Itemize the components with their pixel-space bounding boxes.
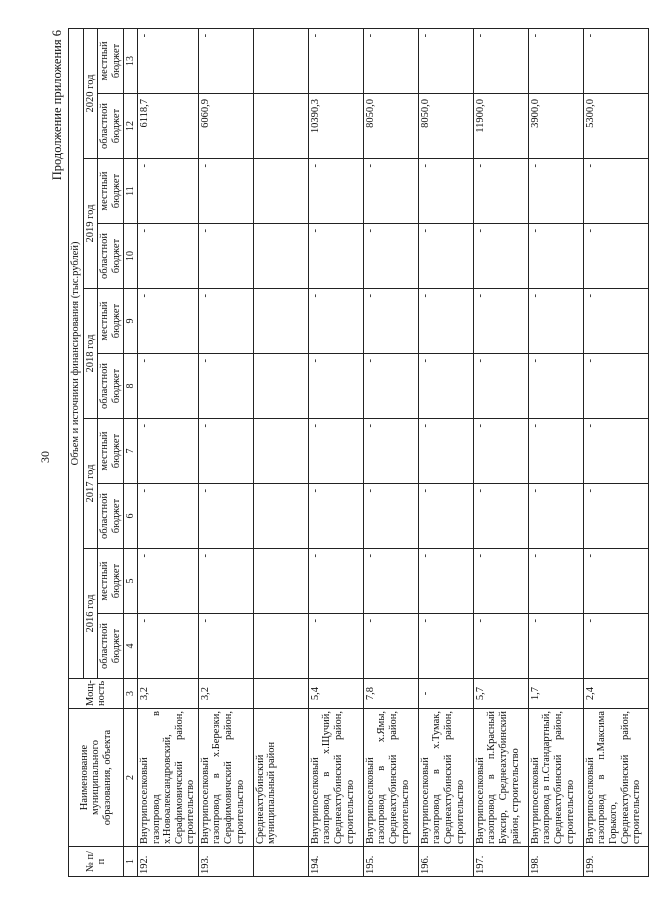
header-regional-budget: областной бюджет [98,354,124,419]
row-number: 199. [583,847,648,877]
table-row [308,28,363,876]
funding-value: - [583,549,648,614]
funding-value: - [473,354,528,419]
funding-value: - [418,28,473,93]
funding-value: - [528,419,583,484]
column-number: 11 [124,159,138,224]
funding-value: - [138,419,199,484]
funding-value: - [308,614,363,679]
header-name: Наименование муниципального образования, объекта [69,709,124,847]
row-number: 195. [363,847,418,877]
funding-value: - [363,419,418,484]
funding-value: - [473,28,528,93]
table-row [363,28,418,876]
column-number-row [124,28,138,876]
continuation-note: Продолжение приложения 6 [50,30,64,181]
funding-value: 10390,3 [308,94,363,159]
funding-value: - [473,159,528,224]
object-name: Внутрипоселковый газопровод в х.Новоалександровский, Серафимовичский район, строительство [138,709,199,847]
funding-value: - [308,289,363,354]
funding-value: - [308,484,363,549]
funding-value: - [418,614,473,679]
funding-value: - [583,419,648,484]
header-number: № п/п [69,847,124,877]
funding-value: - [473,484,528,549]
funding-value: - [308,224,363,289]
funding-value: - [583,159,648,224]
funding-value: - [418,419,473,484]
object-name: Внутрипоселковый газопровод в п.Стандартный, Среднеахтубинский район, строительство [528,709,583,847]
funding-value: - [198,419,253,484]
object-name: Внутрипоселковый газопровод в х.Щучий, Среднеахтубинский район, строительство [308,709,363,847]
page-number: 30 [38,451,52,463]
column-number: 8 [124,354,138,419]
column-number: 3 [124,679,138,709]
funding-value: - [138,549,199,614]
funding-value: - [198,549,253,614]
funding-value: - [308,549,363,614]
funding-value: - [363,549,418,614]
table-cell [253,679,308,709]
column-number: 12 [124,94,138,159]
header-year: 2019 год [83,159,98,289]
funding-value: - [418,289,473,354]
header-funding: Объем и источники финансирования (тыс.рублей) [69,28,84,678]
header-regional-budget: областной бюджет [98,614,124,679]
table-cell [253,549,308,614]
funding-value: - [138,484,199,549]
header-local-budget: местный бюджет [98,28,124,93]
funding-value: - [363,28,418,93]
funding-value: - [198,28,253,93]
table-row [418,28,473,876]
row-number: 193. [198,847,253,877]
funding-value: - [418,354,473,419]
object-name: Внутрипоселковый газопровод в п.Максима Горького, Среднеахтубинский район, строительство [583,709,648,847]
column-number: 4 [124,614,138,679]
funding-value: - [363,289,418,354]
funding-value: 6060,9 [198,94,253,159]
header-regional-budget: областной бюджет [98,224,124,289]
funding-value: - [138,354,199,419]
funding-value: - [583,28,648,93]
table-cell [253,94,308,159]
row-number: 194. [308,847,363,877]
section-name: Среднеахтубинский муниципальный район [253,709,308,847]
funding-value: - [528,224,583,289]
funding-value: - [583,224,648,289]
header-year: 2016 год [83,549,98,679]
funding-value: - [308,419,363,484]
funding-value: - [308,28,363,93]
funding-value: - [198,354,253,419]
funding-value: - [363,354,418,419]
table-row [473,28,528,876]
object-name: Внутрипоселковый газопровод в п.Красный Буксир, Среднеахтубинский район, строительство [473,709,528,847]
funding-value: 5300,0 [583,94,648,159]
header-year: 2018 год [83,289,98,419]
funding-value: - [198,614,253,679]
funding-value: - [138,289,199,354]
funding-value: - [528,614,583,679]
column-number: 9 [124,289,138,354]
funding-value: - [418,224,473,289]
funding-value: - [198,159,253,224]
funding-value: - [198,484,253,549]
funding-value: 3900,0 [528,94,583,159]
funding-value: 8050,0 [363,94,418,159]
header-year: 2017 год [83,419,98,549]
power-value: 5,4 [308,679,363,709]
funding-value: - [528,159,583,224]
column-number: 1 [124,847,138,877]
power-value: 7,8 [363,679,418,709]
funding-value: - [583,289,648,354]
table-cell [253,847,308,877]
power-value: 5,7 [473,679,528,709]
object-name: Внутрипоселковый газопровод в х.Ямы, Среднеахтубинский район, строительство [363,709,418,847]
funding-value: - [528,549,583,614]
row-number: 192. [138,847,199,877]
funding-value: - [198,289,253,354]
power-value: 3,2 [138,679,199,709]
funding-value: - [363,614,418,679]
funding-value: - [138,28,199,93]
column-number: 13 [124,28,138,93]
power-value: 2,4 [583,679,648,709]
funding-value: - [473,549,528,614]
row-number: 196. [418,847,473,877]
funding-value: - [363,224,418,289]
header-local-budget: местный бюджет [98,289,124,354]
header-power: Мощ-ность [69,679,124,709]
header-year: 2020 год [83,28,98,158]
funding-value: - [198,224,253,289]
funding-value: - [583,354,648,419]
funding-value: - [528,28,583,93]
funding-value: - [138,159,199,224]
object-name: Внутрипоселковый газопровод в х.Березки, Серафимовичский район, строительство [198,709,253,847]
funding-value: 6118,7 [138,94,199,159]
column-number: 5 [124,549,138,614]
table-row [138,28,199,876]
row-number: 198. [528,847,583,877]
power-value: 1,7 [528,679,583,709]
funding-value: - [363,159,418,224]
column-number: 10 [124,224,138,289]
funding-value: - [473,419,528,484]
table-cell [253,614,308,679]
funding-value: - [473,614,528,679]
table-row [198,28,253,876]
funding-value: - [138,224,199,289]
section-row [253,28,308,876]
funding-value: - [583,614,648,679]
funding-value: - [528,484,583,549]
funding-value: - [583,484,648,549]
header-local-budget: местный бюджет [98,159,124,224]
row-number: 197. [473,847,528,877]
table-cell [253,484,308,549]
funding-value: 11900,0 [473,94,528,159]
table-row [528,28,583,876]
column-number: 2 [124,709,138,847]
funding-table [68,28,649,877]
funding-value: - [418,159,473,224]
table-cell [253,354,308,419]
funding-value: - [473,289,528,354]
object-name: Внутрипоселковый газопровод в х.Тумак, Среднеахтубинский район, строительство [418,709,473,847]
table-cell [253,159,308,224]
funding-value: - [138,614,199,679]
funding-value: - [528,289,583,354]
funding-value: - [308,354,363,419]
table-cell [253,28,308,93]
funding-value: - [363,484,418,549]
header-local-budget: местный бюджет [98,549,124,614]
column-number: 7 [124,419,138,484]
funding-value: - [528,354,583,419]
funding-value: - [418,484,473,549]
power-value: - [418,679,473,709]
table-body [138,28,649,876]
column-number: 6 [124,484,138,549]
table-cell [253,289,308,354]
header-regional-budget: областной бюджет [98,94,124,159]
funding-value: - [308,159,363,224]
table-row [583,28,648,876]
funding-value: 8050,0 [418,94,473,159]
funding-value: - [473,224,528,289]
power-value: 3,2 [198,679,253,709]
table-cell [253,419,308,484]
funding-value: - [418,549,473,614]
header-regional-budget: областной бюджет [98,484,124,549]
table-header [69,28,138,876]
header-local-budget: местный бюджет [98,419,124,484]
table-cell [253,224,308,289]
